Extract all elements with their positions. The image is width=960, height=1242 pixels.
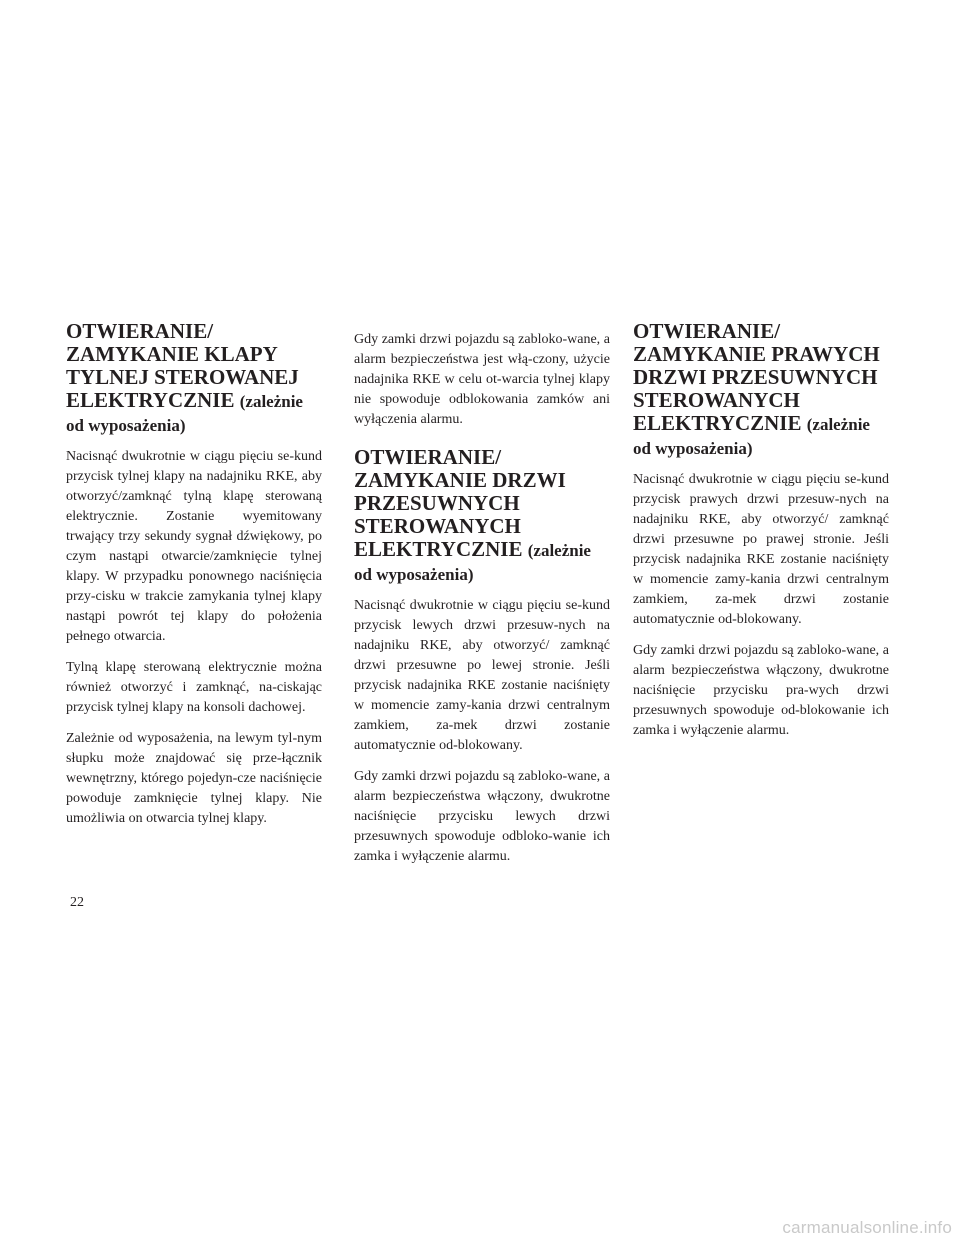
paragraph: Zależnie od wyposażenia, na lewym tyl-nym słupku może znajdować się prze-łącznik wewnętrzny, którego pojedyn-cze naciśnięcie powoduje zamknięcie tylnej klapy. Nie umożliwia on otwarcia tylnej klapy. — [66, 731, 322, 826]
paragraph: Tylną klapę sterowaną elektrycznie można również otworzyć i zamknąć, na-ciskając przycisk tylnej klapy na konsoli dachowej. — [66, 660, 322, 715]
watermark: carmanualsonline.info — [782, 1218, 952, 1237]
heading-qualifier: (zależnie od wyposażenia) — [66, 392, 303, 435]
column-right — [633, 320, 889, 752]
paragraph: Nacisnąć dwukrotnie w ciągu pięciu se-kund przycisk tylnej klapy na nadajniku RKE, aby otworzyć/zamknąć tylną klapę sterowaną elektrycznie. Zostanie wyemitowany trwający trzy sekundy sygnał dźwiękowy, po czym nastąpi otwarcie/zamknięcie tylnej klapy. W przypadku ponownego naciśnięcia przy-cisku w trakcie zamykania tylnej klapy nastąpi powrót tej klapy do położenia pełnego otwarcia. — [66, 449, 322, 644]
paragraph-intro: Gdy zamki drzwi pojazdu są zabloko-wane, a alarm bezpieczeństwa jest włą-czony, użycie nadajnika RKE w celu ot-warcia tylnej klapy nie spowoduje odblokowania zamków ani wyłączenia alarmu. — [354, 332, 610, 427]
heading-qualifier: (zależnie od wyposażenia) — [633, 415, 870, 458]
column-left — [66, 320, 322, 840]
paragraph: Nacisnąć dwukrotnie w ciągu pięciu se-kund przycisk lewych drzwi przesuw-nych na nadajniku RKE, aby otworzyć/ zamknąć drzwi przesuwne po lewej stronie. Jeśli przycisk nadajnika RKE zostanie naciśnięty w momencie zamy-kania drzwi centralnym zamkiem, za-mek drzwi zostanie automatycznie od-blokowany. — [354, 598, 610, 753]
heading-qualifier: (zależnie od wyposażenia) — [354, 541, 591, 584]
heading-text: OTWIERANIE/ ZAMYKANIE PRAWYCH DRZWI PRZESUWNYCH STEROWANYCH ELEKTRYCZNIE — [633, 319, 880, 435]
paragraph: Gdy zamki drzwi pojazdu są zabloko-wane, a alarm bezpieczeństwa włączony, dwukrotne naciśnięcie przycisku lewych drzwi przesuwnych spowoduje odbloko-wanie ich zamka i wyłączenie alarmu. — [354, 769, 610, 864]
paragraph: Nacisnąć dwukrotnie w ciągu pięciu se-kund przycisk prawych drzwi przesuw-nych na nadajniku RKE, aby otworzyć/ zamknąć drzwi przesuwne po prawej stronie. Jeśli przycisk nadajnika RKE zostanie naciśnięty w momencie zamy-kania drzwi centralnym zamkiem, za-mek drzwi zostanie automatycznie od-blokowany. — [633, 472, 889, 627]
heading-text: OTWIERANIE/ ZAMYKANIE KLAPY TYLNEJ STEROWANEJ ELEKTRYCZNIE — [66, 319, 299, 412]
section-heading-tailgate — [66, 320, 322, 437]
heading-text: OTWIERANIE/ ZAMYKANIE DRZWI PRZESUWNYCH STEROWANYCH ELEKTRYCZNIE — [354, 445, 566, 561]
page-number: 22 — [70, 895, 84, 910]
paragraph: Gdy zamki drzwi pojazdu są zabloko-wane, a alarm bezpieczeństwa włączony, dwukrotne naciśnięcie przycisku pra-wych drzwi przesuwnych spowoduje od-blokowanie ich zamka i wyłączenie alarmu. — [633, 643, 889, 738]
section-heading-right-sliding-door — [633, 320, 889, 460]
section-heading-left-sliding-door — [354, 446, 610, 586]
column-middle — [354, 330, 610, 878]
